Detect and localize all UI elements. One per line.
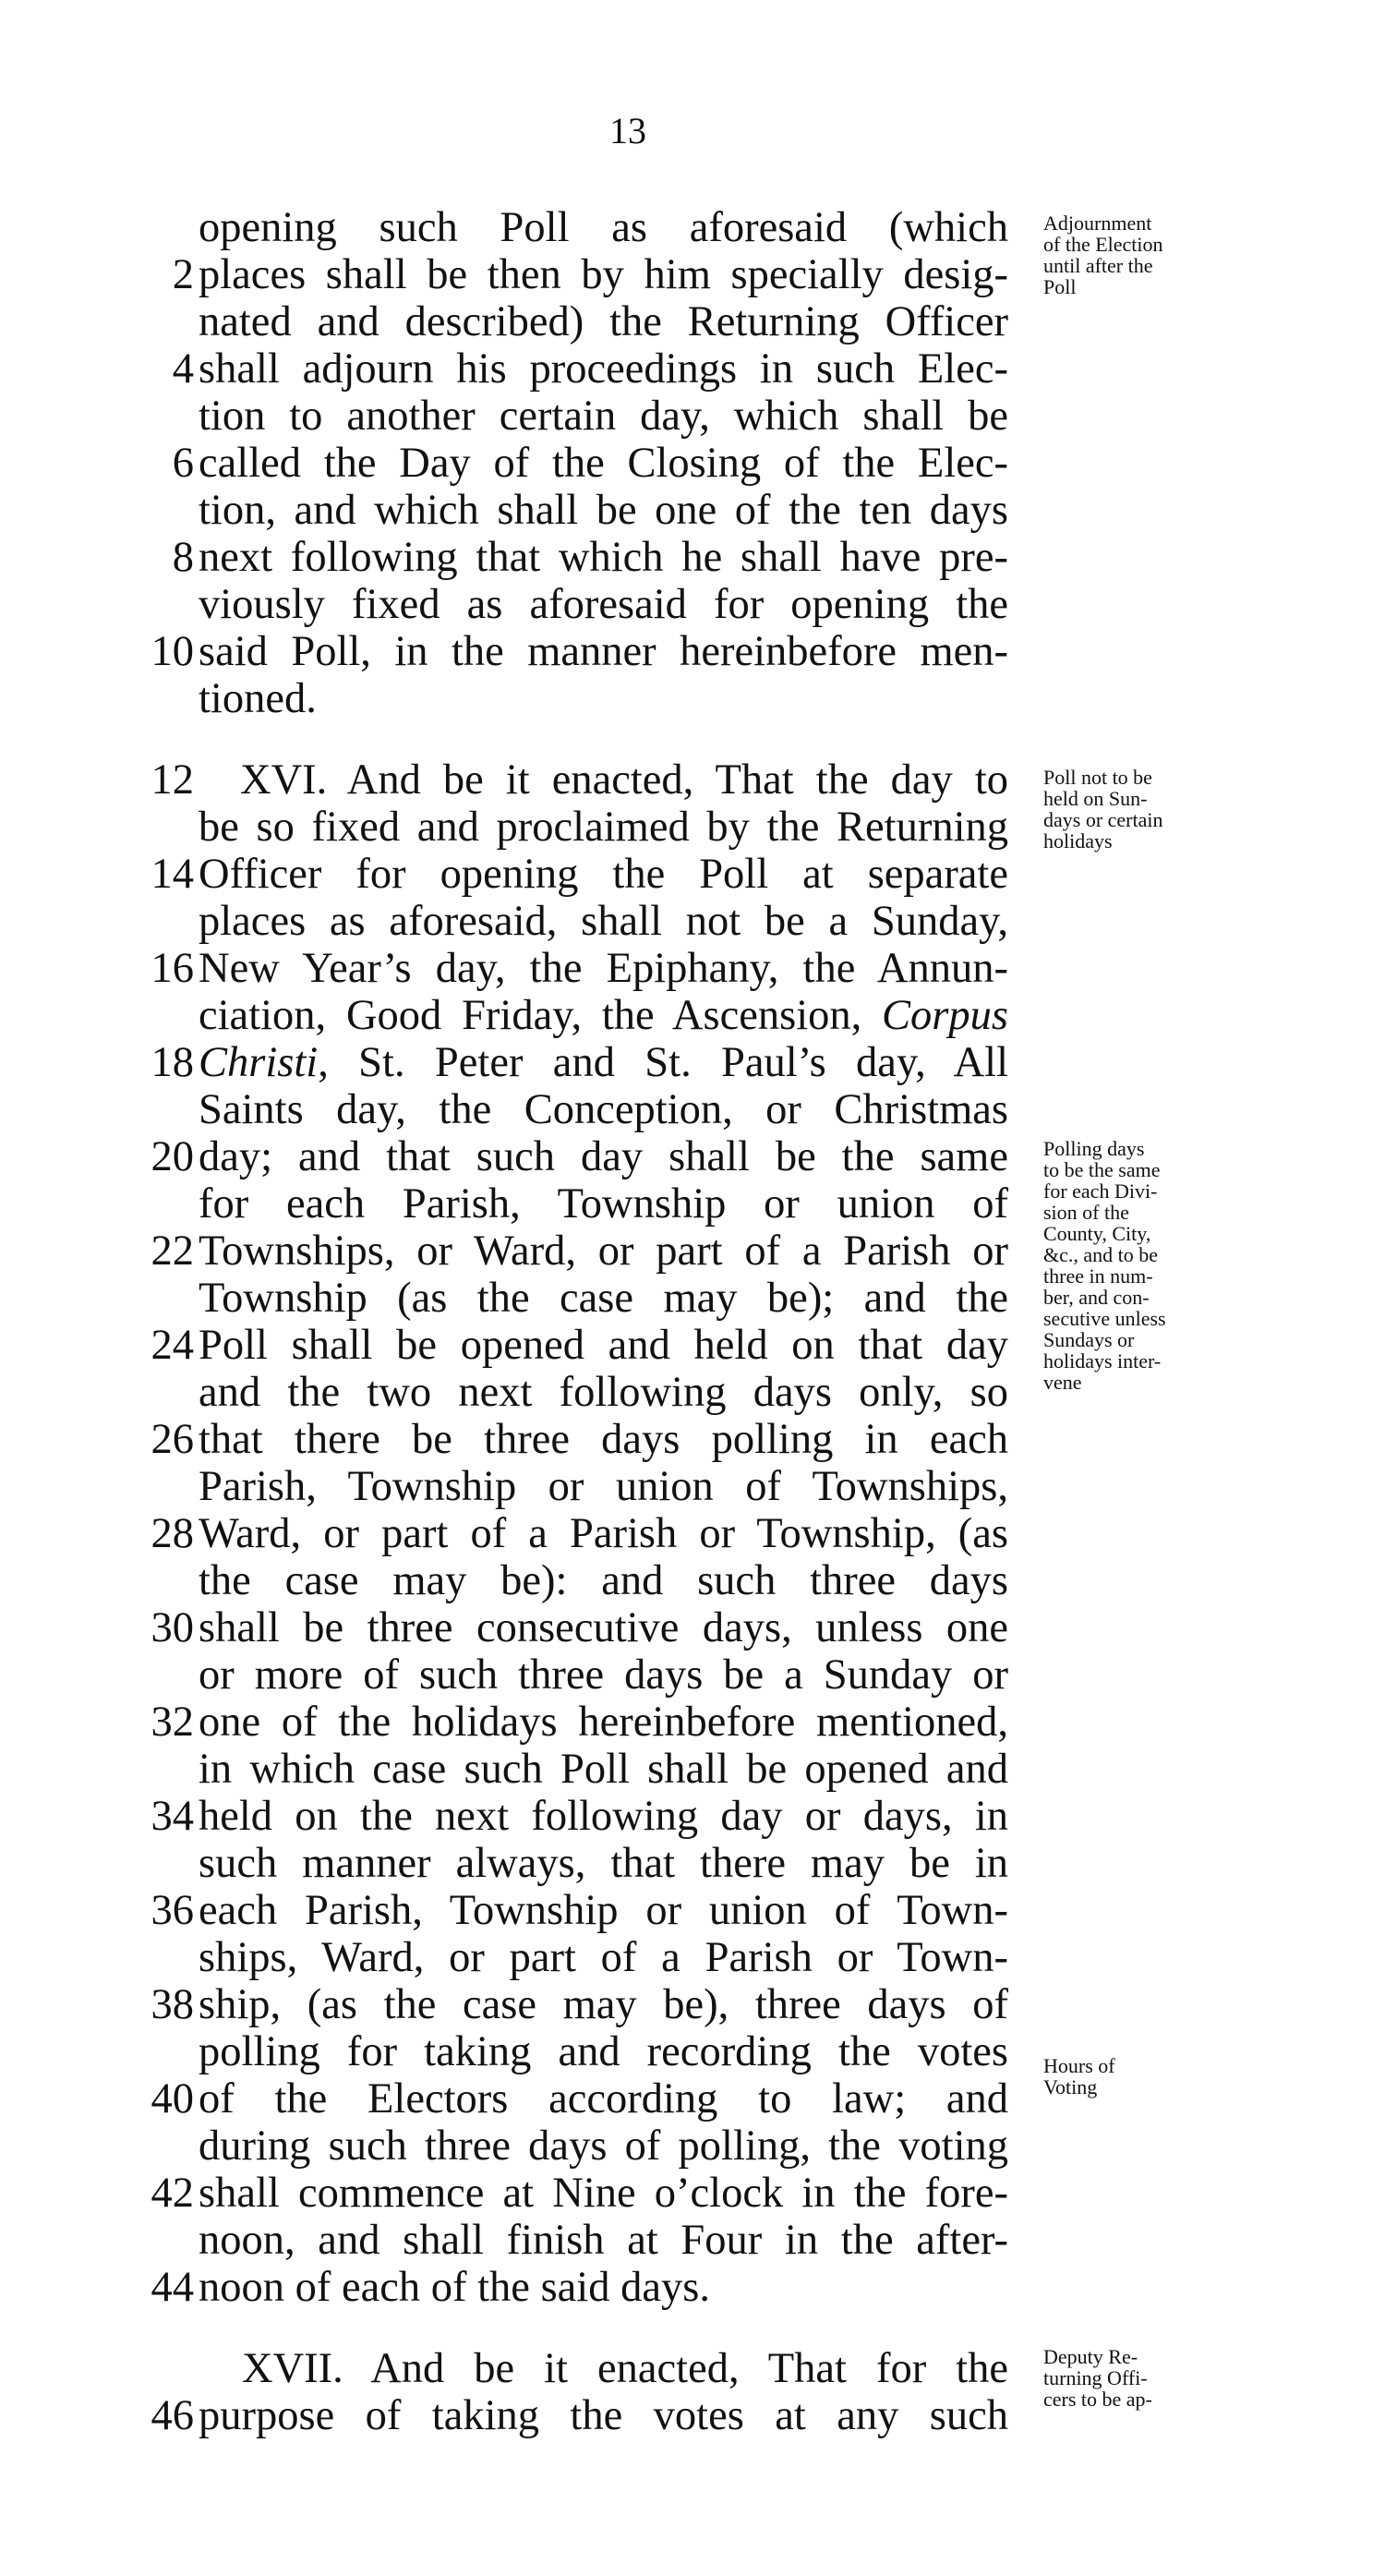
margin-note-line: Adjournment <box>1043 212 1152 235</box>
line-text: Saints day, the Conception, or Christmas <box>199 1086 1008 1133</box>
text-line <box>0 1651 1034 1700</box>
line-text: opening such Poll as aforesaid (which <box>199 204 1008 251</box>
text-line <box>0 756 1034 805</box>
text-line <box>0 1839 1034 1889</box>
text-line <box>0 1132 1034 1182</box>
text-line <box>0 1227 1034 1276</box>
line-text: Ward, or part of a Parish or Township, (as <box>199 1510 1008 1557</box>
line-text: held on the next following day or days, in <box>199 1793 1008 1840</box>
text-line <box>0 203 1034 253</box>
line-number: 36 <box>151 1887 194 1934</box>
text-line <box>0 345 1034 394</box>
line-text: viously fixed as aforesaid for opening the <box>199 581 1008 628</box>
line-text: Officer for opening the Poll at separate <box>199 851 1008 898</box>
margin-note-line: Poll <box>1043 275 1077 298</box>
line-text: ciation, Good Friday, the Ascension, Corpus <box>199 992 1008 1039</box>
text-line <box>0 991 1034 1041</box>
text-line <box>0 2027 1034 2077</box>
line-text: noon, and shall finish at Four in the after- <box>199 2217 1008 2264</box>
text-line <box>0 897 1034 947</box>
line-text: Christi, St. Peter and St. Paul’s day, All <box>199 1039 1008 1086</box>
text-line <box>0 580 1034 630</box>
line-text: Parish, Township or union of Townships, <box>199 1463 1008 1510</box>
line-text: ship, (as the case may be), three days of <box>199 1981 1008 2028</box>
line-text: said Poll, in the manner hereinbefore men- <box>199 628 1008 675</box>
line-text: such manner always, that there may be in <box>199 1840 1008 1887</box>
text-line <box>0 1792 1034 1842</box>
line-text: polling for taking and recording the votes <box>199 2028 1008 2075</box>
text-line <box>0 1933 1034 1983</box>
text-line <box>0 1603 1034 1653</box>
text-line <box>0 1745 1034 1795</box>
line-text: called the Day of the Closing of the Elec- <box>199 440 1008 487</box>
margin-note-line: Voting <box>1043 2075 1098 2098</box>
margin-note-line: Poll not to be <box>1043 766 1152 789</box>
line-text: XVI. And be it enacted, That the day to <box>240 756 1008 804</box>
margin-note-line: turning Offi- <box>1043 2366 1148 2389</box>
line-number: 46 <box>151 2392 194 2439</box>
text-line <box>0 1509 1034 1559</box>
margin-note <box>1043 767 1256 852</box>
text-line <box>0 2263 1034 2313</box>
margin-note-line: Sundays or <box>1043 1328 1135 1351</box>
line-text: day; and that such day shall be the same <box>199 1133 1008 1180</box>
line-text: XVII. And be it enacted, That for the <box>242 2345 1008 2392</box>
line-number: 12 <box>151 756 194 804</box>
text-line <box>0 2122 1034 2171</box>
margin-note <box>1043 2346 1256 2410</box>
line-text: of the Electors according to law; and <box>199 2075 1008 2122</box>
margin-note-line: County, City, <box>1043 1222 1151 1245</box>
line-text: for each Parish, Township or union of <box>199 1180 1008 1228</box>
line-number: 30 <box>151 1604 194 1651</box>
text-line <box>0 486 1034 536</box>
line-number: 2 <box>172 251 194 298</box>
margin-note-line: three in num- <box>1043 1264 1153 1288</box>
text-line <box>0 1415 1034 1465</box>
line-number: 22 <box>151 1228 194 1275</box>
text-line <box>0 627 1034 677</box>
margin-note-line: secutive unless <box>1043 1307 1166 1330</box>
line-number: 4 <box>172 345 194 393</box>
line-text: Townships, or Ward, or part of a Parish or <box>199 1228 1008 1275</box>
text-line <box>0 2391 1034 2441</box>
text-line <box>0 1698 1034 1748</box>
line-text: or more of such three days be a Sunday or <box>199 1651 1008 1699</box>
text-line <box>0 2074 1034 2124</box>
line-number: 38 <box>151 1981 194 2028</box>
line-number: 18 <box>151 1039 194 1086</box>
margin-note-line: days or certain <box>1043 808 1163 831</box>
margin-note-line: holidays inter- <box>1043 1349 1162 1373</box>
text-line <box>0 1085 1034 1135</box>
page-number: 13 <box>609 110 646 151</box>
line-text: each Parish, Township or union of Town- <box>199 1887 1008 1934</box>
line-text: places as aforesaid, shall not be a Sunday, <box>199 898 1008 945</box>
line-text: Poll shall be opened and held on that day <box>199 1322 1008 1369</box>
text-line <box>0 392 1034 441</box>
line-text: in which case such Poll shall be opened and <box>199 1746 1008 1793</box>
margin-note-line: vene <box>1043 1371 1082 1394</box>
margin-note <box>1043 212 1256 297</box>
margin-note-line: sion of the <box>1043 1201 1129 1224</box>
line-text: noon of each of the said days. <box>199 2264 710 2311</box>
margin-note-line: until after the <box>1043 254 1153 277</box>
margin-note-line: for each Divi- <box>1043 1179 1158 1203</box>
margin-note-line: Deputy Re- <box>1043 2345 1138 2368</box>
margin-note <box>1043 2055 1256 2098</box>
line-text: next following that which he shall have pre- <box>199 534 1008 581</box>
line-text: tion, and which shall be one of the ten days <box>199 487 1008 534</box>
line-number: 44 <box>151 2264 194 2311</box>
text-line <box>0 850 1034 900</box>
line-text: nated and described) the Returning Officer <box>199 298 1008 345</box>
line-text: and the two next following days only, so <box>199 1369 1008 1416</box>
line-text: places shall be then by him specially desig- <box>199 251 1008 298</box>
text-line <box>0 250 1034 300</box>
line-text: New Year’s day, the Epiphany, the Annun- <box>199 945 1008 992</box>
text-line <box>0 1274 1034 1324</box>
line-number: 28 <box>151 1510 194 1557</box>
line-number: 6 <box>172 440 194 487</box>
text-line <box>0 533 1034 583</box>
text-line <box>0 1462 1034 1512</box>
margin-note-line: ber, and con- <box>1043 1286 1150 1309</box>
margin-note <box>1043 1138 1256 1393</box>
text-line <box>0 1368 1034 1418</box>
text-line <box>0 439 1034 489</box>
line-text: during such three days of polling, the voting <box>199 2122 1008 2170</box>
margin-note-line: Polling days <box>1043 1137 1145 1160</box>
line-number: 32 <box>151 1699 194 1746</box>
line-text: tioned. <box>199 675 317 722</box>
text-line <box>0 1321 1034 1371</box>
margin-note-line: to be the same <box>1043 1158 1161 1181</box>
line-text: ships, Ward, or part of a Parish or Town- <box>199 1934 1008 1981</box>
margin-note-line: cers to be ap- <box>1043 2388 1152 2411</box>
margin-note-line: held on Sun- <box>1043 787 1148 810</box>
text-line <box>0 1038 1034 1088</box>
text-line <box>0 944 1034 994</box>
line-number: 40 <box>151 2075 194 2122</box>
line-text: shall adjourn his proceedings in such Elec- <box>199 345 1008 393</box>
line-number: 20 <box>151 1133 194 1180</box>
line-number: 42 <box>151 2170 194 2217</box>
line-text: be so fixed and proclaimed by the Returning <box>199 804 1008 851</box>
line-text: the case may be): and such three days <box>199 1557 1008 1604</box>
line-text: shall commence at Nine o’clock in the fore- <box>199 2170 1008 2217</box>
margin-note-line: &c., and to be <box>1043 1243 1159 1266</box>
line-text: one of the holidays hereinbefore mentioned, <box>199 1699 1008 1746</box>
line-number: 14 <box>151 851 194 898</box>
text-line <box>0 2216 1034 2266</box>
margin-note-line: Hours of <box>1043 2054 1115 2077</box>
line-text: purpose of taking the votes at any such <box>199 2392 1008 2439</box>
text-line <box>0 297 1034 347</box>
line-text: Township (as the case may be); and the <box>199 1275 1008 1322</box>
text-line <box>0 803 1034 853</box>
text-line <box>0 2169 1034 2219</box>
margin-note-line: of the Election <box>1043 233 1163 256</box>
margin-note-line: holidays <box>1043 829 1113 853</box>
line-text: tion to another certain day, which shall be <box>199 393 1008 440</box>
text-line <box>0 674 1034 724</box>
text-line <box>0 1556 1034 1606</box>
text-line <box>0 2344 1034 2394</box>
line-number: 10 <box>151 628 194 675</box>
text-line <box>0 1886 1034 1936</box>
line-number: 16 <box>151 945 194 992</box>
line-number: 24 <box>151 1322 194 1369</box>
line-text: shall be three consecutive days, unless one <box>199 1604 1008 1651</box>
line-number: 26 <box>151 1416 194 1463</box>
line-number: 34 <box>151 1793 194 1840</box>
text-line <box>0 1980 1034 2030</box>
text-line <box>0 1179 1034 1229</box>
line-text: that there be three days polling in each <box>199 1416 1008 1463</box>
line-number: 8 <box>172 534 194 581</box>
